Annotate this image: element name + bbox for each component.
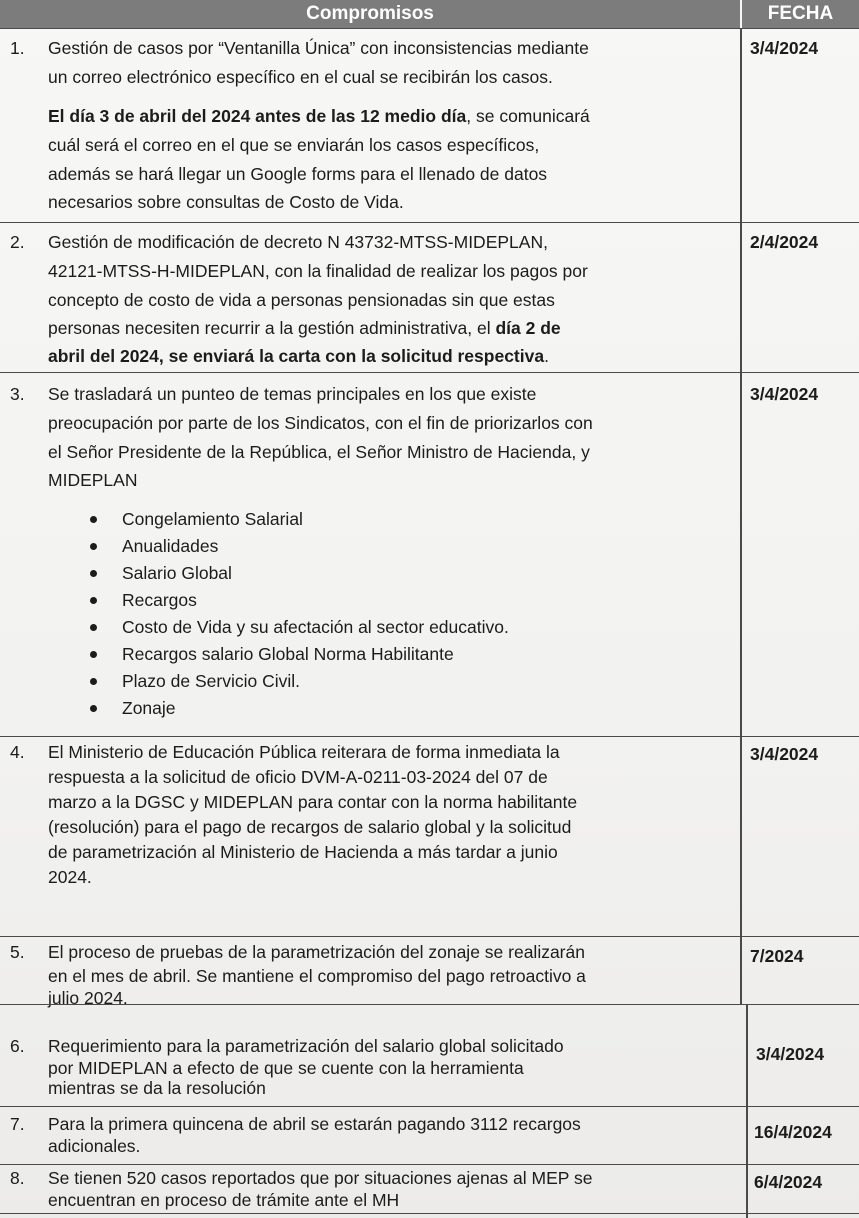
bullet-list xyxy=(88,506,509,722)
row-text-line: el Señor Presidente de la República, el Señor Ministro de Hacienda, y xyxy=(48,442,590,462)
row-text-line: además se hará llegar un Google forms para el llenado de datos xyxy=(48,164,548,184)
table-row-4 xyxy=(0,736,859,937)
header-fecha: FECHA xyxy=(742,0,859,28)
bold-fragment: día 2 de xyxy=(495,318,561,338)
row-date: 3/4/2024 xyxy=(756,1044,825,1064)
row-text-line: en el mes de abril. Se mantiene el compromiso del pago retroactivo a xyxy=(48,966,586,986)
row-text-line: por MIDEPLAN a efecto de que se cuente con la herramienta xyxy=(48,1058,524,1078)
row-text-line: Se tienen 520 casos reportados que por situaciones ajenas al MEP se xyxy=(48,1168,593,1188)
row-text-line: El Ministerio de Educación Pública reiterara de forma inmediata la xyxy=(48,742,560,762)
list-item: Recargos xyxy=(88,587,509,614)
row-text-line: 42121-MTSS-H-MIDEPLAN, con la finalidad de realizar los pagos por xyxy=(48,261,588,281)
row-text-line: cuál será el correo en el que se enviarán los casos específicos, xyxy=(48,135,540,155)
row-text-line: Gestión de casos por “Ventanilla Única” con inconsistencias mediante xyxy=(48,38,589,58)
row-text-line: encuentran en proceso de trámite ante el MH xyxy=(48,1190,400,1210)
header-compromisos: Compromisos xyxy=(0,0,740,28)
row-text-line: necesarios sobre consultas de Costo de Vida. xyxy=(48,192,404,212)
row-text-line: MIDEPLAN xyxy=(48,470,138,490)
row-text-line: marzo a la DGSC y MIDEPLAN para contar con la norma habilitante xyxy=(48,792,578,812)
row-text-line: Se trasladará un punteo de temas principales en los que existe xyxy=(48,384,537,404)
row-text-line: El proceso de pruebas de la parametrización del zonaje se realizarán xyxy=(48,942,585,962)
row-paragraph-first-line xyxy=(48,105,590,127)
row-text-line: julio 2024. xyxy=(48,988,128,1008)
row-number: 3. xyxy=(10,384,25,404)
bold-fragment: El día 3 de abril del 2024 antes de las 12 medio día xyxy=(48,106,467,126)
text-fragment: . xyxy=(544,346,549,366)
row-number: 8. xyxy=(10,1168,25,1188)
list-item: Salario Global xyxy=(88,560,509,587)
row-number: 6. xyxy=(10,1036,25,1056)
row-number: 2. xyxy=(10,232,25,252)
row-text-line: Requerimiento para la parametrización del salario global solicitado xyxy=(48,1036,564,1056)
bold-fragment: abril del 2024, se enviará la carta con la solicitud respectiva xyxy=(48,346,545,366)
row-date: 16/4/2024 xyxy=(754,1122,832,1142)
row-number: 5. xyxy=(10,942,25,962)
list-item: Zonaje xyxy=(88,695,509,722)
row-text-line: 2024. xyxy=(48,867,92,887)
list-item: Costo de Vida y su afectación al sector educativo. xyxy=(88,614,509,641)
row-text-line xyxy=(48,317,561,339)
text-fragment: personas necesiten recurrir a la gestión administrativa, el xyxy=(48,318,496,338)
row-text-line: respuesta a la solicitud de oficio DVM-A-0211-03-2024 del 07 de xyxy=(48,767,548,787)
row-date: 3/4/2024 xyxy=(750,38,819,58)
row-text-line: preocupación por parte de los Sindicatos, con el fin de priorizarlos con xyxy=(48,413,593,433)
list-item: Congelamiento Salarial xyxy=(88,506,509,533)
table-row-1 xyxy=(0,28,859,223)
row-text-line: adicionales. xyxy=(48,1136,141,1156)
table-row-3 xyxy=(0,372,859,737)
row-date: 7/2024 xyxy=(750,946,804,966)
row-number: 7. xyxy=(10,1114,25,1134)
row-text-line: (resolución) para el pago de recargos de salario global y la solicitud xyxy=(48,817,572,837)
row-date: 3/4/2024 xyxy=(750,744,819,764)
row-date: 3/4/2024 xyxy=(750,384,819,404)
row-text-line: un correo electrónico específico en el cual se recibirán los casos. xyxy=(48,67,553,87)
table-row-5 xyxy=(0,936,859,1008)
list-item: Anualidades xyxy=(88,533,509,560)
list-item: Recargos salario Global Norma Habilitante xyxy=(88,641,509,668)
table-row-6 xyxy=(0,1004,859,1107)
row-text-line: mientras se da la resolución xyxy=(48,1078,266,1098)
table-bottom-border xyxy=(0,1213,859,1214)
list-item: Plazo de Servicio Civil. xyxy=(88,668,509,695)
text-fragment: , se comunicará xyxy=(466,106,590,126)
row-number: 1. xyxy=(10,38,25,58)
row-date: 2/4/2024 xyxy=(750,232,819,252)
table-row-7 xyxy=(0,1106,859,1165)
row-text-line: Para la primera quincena de abril se estarán pagando 3112 recargos xyxy=(48,1114,581,1134)
row-number: 4. xyxy=(10,742,25,762)
table-row-2 xyxy=(0,222,859,373)
row-text-line: Gestión de modificación de decreto N 43732-MTSS-MIDEPLAN, xyxy=(48,232,548,252)
row-text-line: de parametrización al Ministerio de Hacienda a más tardar a junio xyxy=(48,842,558,862)
row-date: 6/4/2024 xyxy=(754,1172,823,1192)
row-text-line xyxy=(48,345,549,367)
table-row-8 xyxy=(0,1164,859,1215)
row-text-line: concepto de costo de vida a personas pensionadas sin que estas xyxy=(48,290,555,310)
